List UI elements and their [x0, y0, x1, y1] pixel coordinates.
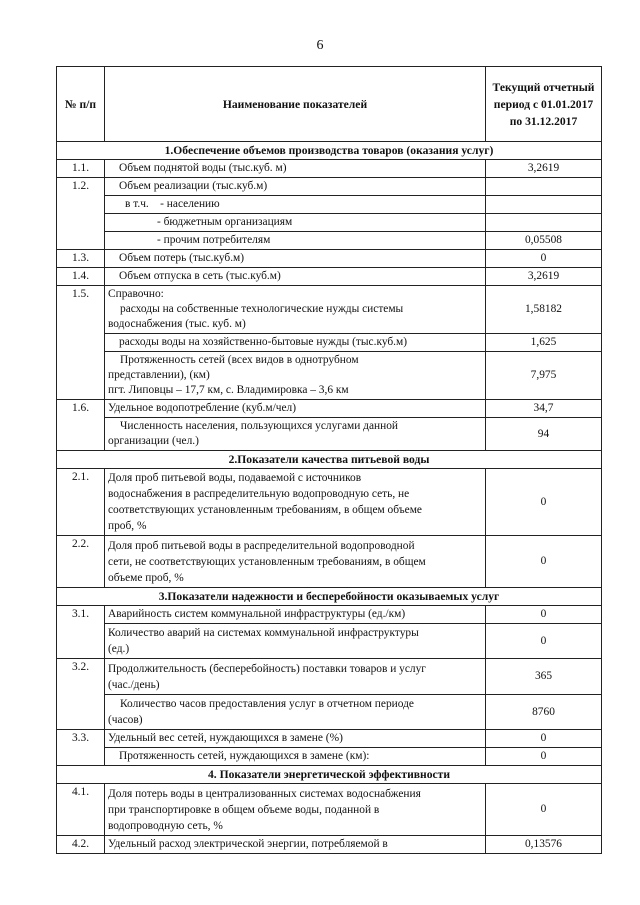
- table-header-row: [57, 67, 602, 142]
- row-value: [486, 196, 602, 214]
- row-name: Удельное водопотребление (куб.м/чел): [105, 400, 486, 418]
- row-value: 365: [486, 659, 602, 695]
- row-value: 0: [486, 730, 602, 748]
- row-name: Удельный вес сетей, нуждающихся в замене (%): [105, 730, 486, 748]
- row-name-line: расходы на собственные технологические нужды системы: [120, 303, 404, 315]
- row-name-line: Количество часов предоставления услуг в отчетном периоде: [120, 698, 414, 710]
- row-value: 0: [486, 250, 602, 268]
- table-row: [57, 784, 602, 836]
- table-row: [57, 730, 602, 748]
- row-name: в т.ч. - населению: [105, 196, 486, 214]
- row-name-line: Доля проб питьевой воды в распределительной водопроводной: [108, 539, 415, 552]
- row-value: 1,58182: [486, 286, 602, 334]
- row-name-line: Справочно:: [108, 288, 164, 300]
- table-row: [57, 214, 602, 232]
- row-name-line: Численность населения, пользующихся услугами данной: [120, 420, 399, 432]
- section-title-3: 3.Показатели надежности и бесперебойности оказываемых услуг: [57, 588, 602, 606]
- row-num: 2.2.: [57, 536, 105, 588]
- row-num: 4.1.: [57, 784, 105, 836]
- table-row: [57, 748, 602, 766]
- row-name-line: (ед.): [108, 643, 130, 655]
- row-name-line: (час./день): [108, 678, 160, 691]
- row-value: 8760: [486, 695, 602, 730]
- page-number: 6: [316, 38, 324, 53]
- row-name-line: объеме проб, %: [108, 571, 184, 584]
- row-value: 0,13576: [486, 836, 602, 854]
- row-value: 0: [486, 536, 602, 588]
- section-row: [57, 766, 602, 784]
- row-name: расходы воды на хозяйственно-бытовые нужды (тыс.куб.м): [105, 334, 486, 352]
- row-num: 1.6.: [57, 400, 105, 451]
- table-row: [57, 286, 602, 334]
- row-num: 1.4.: [57, 268, 105, 286]
- row-name-line: при транспортировке в общем объеме воды, поданной в: [108, 803, 380, 816]
- row-value: 0: [486, 469, 602, 536]
- row-value: [486, 214, 602, 232]
- table-row: [57, 469, 602, 536]
- row-num: 4.2.: [57, 836, 105, 854]
- row-name-line: Продолжительность (бесперебойность) поставки товаров и услуг: [108, 662, 426, 675]
- table-row: [57, 250, 602, 268]
- row-num: 3.1.: [57, 606, 105, 659]
- row-name: Аварийность систем коммунальной инфраструктуры (ед./км): [105, 606, 486, 624]
- row-name-line: (часов): [108, 714, 143, 726]
- row-value: 34,7: [486, 400, 602, 418]
- row-name: - бюджетным организациям: [105, 214, 486, 232]
- row-name-line: водопроводную сеть, %: [108, 819, 223, 832]
- row-name: Объем реализации (тыс.куб.м): [105, 178, 486, 196]
- section-title-2: 2.Показатели качества питьевой воды: [57, 451, 602, 469]
- row-name: - прочим потребителям: [105, 232, 486, 250]
- row-name-line: организации (чел.): [108, 435, 199, 447]
- row-name-line: Количество аварий на системах коммунальной инфраструктуры: [108, 627, 419, 639]
- row-name-line: проб, %: [108, 520, 147, 532]
- row-name-line: водоснабжения в распределительную водопроводную сеть, не: [108, 488, 410, 500]
- row-name-line: пгт. Липовцы – 17,7 км, с. Владимировка – 3,6 км: [108, 384, 349, 396]
- row-name-line: представлении), (км): [108, 369, 210, 381]
- table-row: [57, 836, 602, 854]
- row-value: 3,2619: [486, 160, 602, 178]
- row-name-line: Протяженность сетей (всех видов в однотрубном: [120, 354, 359, 366]
- table-row: [57, 196, 602, 214]
- table-row: [57, 268, 602, 286]
- indicators-table: [56, 66, 602, 854]
- section-row: [57, 451, 602, 469]
- row-name: Удельный расход электрической энергии, потребляемой в: [105, 836, 486, 854]
- row-name: Протяженность сетей, нуждающихся в замене (км):: [105, 748, 486, 766]
- table-row: [57, 695, 602, 730]
- row-name-line: соответствующих установленным требованиям, в общем объеме: [108, 504, 422, 516]
- row-name-line: сети, не соответствующих установленным требованиям, в общем: [108, 555, 426, 568]
- table-row: [57, 352, 602, 400]
- table-row: [57, 178, 602, 196]
- row-value: 0: [486, 624, 602, 659]
- row-name-line: водоснабжения (тыс. куб. м): [108, 318, 246, 330]
- row-num: 1.5.: [57, 286, 105, 400]
- table-row: [57, 624, 602, 659]
- table-row: [57, 418, 602, 451]
- row-num: 3.3.: [57, 730, 105, 766]
- section-title-4: 4. Показатели энергетической эффективности: [57, 766, 602, 784]
- row-value: 3,2619: [486, 268, 602, 286]
- row-value: 1,625: [486, 334, 602, 352]
- row-name: Объем поднятой воды (тыс.куб. м): [105, 160, 486, 178]
- row-value: [486, 178, 602, 196]
- row-name: Объем отпуска в сеть (тыс.куб.м): [105, 268, 486, 286]
- row-value: 0,05508: [486, 232, 602, 250]
- row-value: 0: [486, 748, 602, 766]
- header-num: № п/п: [57, 67, 105, 142]
- row-value: 7,975: [486, 352, 602, 400]
- table-row: [57, 536, 602, 588]
- row-num: 2.1.: [57, 469, 105, 536]
- table-row: [57, 232, 602, 250]
- row-num: 1.1.: [57, 160, 105, 178]
- row-value: 0: [486, 606, 602, 624]
- row-name: Объем потерь (тыс.куб.м): [105, 250, 486, 268]
- table-row: [57, 334, 602, 352]
- row-value: 0: [486, 784, 602, 836]
- row-name-line: Доля проб питьевой воды, подаваемой с источников: [108, 472, 362, 484]
- section-title-1: 1.Обеспечение объемов производства товаров (оказания услуг): [57, 142, 602, 160]
- header-name: Наименование показателей: [105, 67, 486, 142]
- table-row: [57, 606, 602, 624]
- row-name-line: Доля потерь воды в централизованных системах водоснабжения: [108, 787, 421, 800]
- section-row: [57, 588, 602, 606]
- row-value: 94: [486, 418, 602, 451]
- row-num: 1.3.: [57, 250, 105, 268]
- table-row: [57, 400, 602, 418]
- row-num: 1.2.: [57, 178, 105, 250]
- header-period: Текущий отчетный период с 01.01.2017 по 31.12.2017: [486, 67, 602, 142]
- section-row: [57, 142, 602, 160]
- table-row: [57, 160, 602, 178]
- row-num: 3.2.: [57, 659, 105, 730]
- table-row: [57, 659, 602, 695]
